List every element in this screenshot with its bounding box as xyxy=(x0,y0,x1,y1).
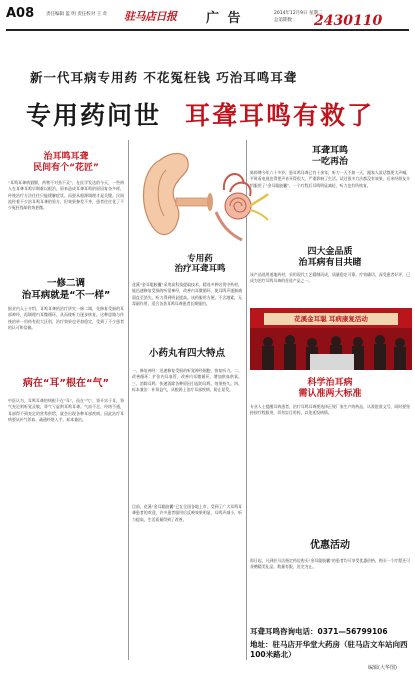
right-body-3: 专业人士提醒耳病患者，治疗耳鸣耳聋要选择正规厂家生产的药品，认准批准文号，同时要坚持按疗程服用，切勿盲目用药，以免延误病情。 xyxy=(250,404,410,416)
ear-anatomy-illustration xyxy=(130,140,270,268)
crowd-photo-icon xyxy=(250,308,412,370)
event-photo xyxy=(250,308,412,370)
left-subhead-2: 一修二调 治耳病就是“不一样” xyxy=(21,278,111,301)
page-header xyxy=(6,6,409,28)
right-body-1: 陈师傅今年六十多岁，患耳鸣耳聋已有十余年，听力一天不如一天，跟家人说话都要大声喊，平时看电视也得把声音开得很大，严重影响了生活。试过很多方法都没有效果，后来经朋友介绍服用了“金耳聪胶囊”，一个疗程后耳鸣明显减轻，听力也有所恢复。 xyxy=(250,170,410,188)
center-body-3: 目前，花溪“金耳聪胶囊”已在全国各地上市，受到了广大耳鸣耳聋患者的欢迎，许多患者服用后反映效果明显，耳鸣声减小，听力提高，生活质量得到了改善。 xyxy=(132,504,242,522)
column-divider xyxy=(128,140,129,660)
headline-part-1: 专用药问世 xyxy=(26,101,162,130)
kicker-line: 新一代耳病专用药 不花冤枉钱 巧治耳鸣耳聋 xyxy=(30,70,298,85)
center-subhead-1: 小药丸有四大特点 xyxy=(148,348,225,359)
headline-part-2: 耳聋耳鸣有救了 xyxy=(185,101,375,130)
ear-caption: 专用药 治疗耳聋耳鸣 xyxy=(174,254,226,274)
right-subhead-4: 优惠活动 xyxy=(310,540,350,551)
left-body-3: 中医认为，耳鸣耳聋的病根不在“耳”，而在“气”，肾开窍于耳，肾气充足则听觉灵敏，肾气亏虚则耳鸣耳聋。气血不足、经络不通，耳部得不到充足的营养供给，就会出现各种耳部疾病。因此治疗耳病要从补气养血、疏通经络入手，标本兼治。 xyxy=(8,398,124,422)
right-subhead-1: 耳聋耳鸣 一吃再治 xyxy=(311,146,348,168)
left-body-2: 据业内人士介绍，耳鸣耳聋的治疗讲究一修二调，先修复受损的耳部神经，再调理内耳微循环，从而使听力逐步恢复。这种思路与传统的单一用药有很大区别，治疗效果也更加稳定，受到了不少患者的认可和信赖。 xyxy=(8,306,124,330)
editor-note: 编辑(大华图) xyxy=(368,665,397,671)
right-subhead-3: 科学治耳病 需认准两大标准 xyxy=(298,378,362,400)
section-title: 广 告 xyxy=(206,11,243,26)
center-body-1: 花溪“金耳聪胶囊”采用高科技提取技术，精选多种名贵中药材，能迅速修复受损的听觉神经，改善内耳微循环，使耳鸣声逐渐减弱直至消失，听力得到明显提高。该药服用方便，不含激素，无毒副作用，适合各类耳鸣耳聋患者长期服用。 xyxy=(132,282,242,306)
header-rule xyxy=(6,29,409,31)
editor-credits: 责任编辑 蓝 明 责任校对 王 奇 xyxy=(46,12,108,17)
left-subhead-1: 治耳鸣耳聋 民间有个“花匠” xyxy=(33,152,99,174)
ear-diagram-icon xyxy=(130,140,270,252)
pharmacy-address: 地址：驻马店开华堂大药房（驻马店文车站向西100米路北） xyxy=(250,640,408,659)
dateline: 2014年12月9日 星期二 xyxy=(274,11,323,16)
right-body-4: 即日起，凡到驻马店指定药店购买“金耳聪胶囊”的患者均可享受优惠价格，购买一个疗程还可获赠精美礼品，数量有限，送完为止。 xyxy=(250,558,410,570)
left-subhead-3: 病在“耳”根在“气” xyxy=(22,378,110,389)
left-body-1: “耳鸣耳聋病猖獗，药物不对劲不灵”，在医学发达的今天，一些病人在耳聋耳鸣早期难以根治，原来造成耳聋耳鸣的原因复杂多样，传统治疗方法往往只能缓解症状，而要从根源调理才是关键。民间流传着不少治耳鸣耳聋的验方，但效果参差不齐，患者往往花了不少冤枉钱却收效甚微。 xyxy=(8,180,124,211)
issue-label: 总第期数： xyxy=(274,18,297,23)
event-banner: 花溪金耳聪 耳病康复活动 xyxy=(264,313,398,325)
right-subhead-2: 四大金品质 治耳病有目共睹 xyxy=(298,247,362,269)
page-number: A08 xyxy=(6,6,35,21)
center-body-2: 一、修复神经：迅速修复受损的听觉神经细胞，恢复听力。二、改善循环：扩张内耳血管，改善内耳微循环，增加供血供氧。三、消除耳鸣：快速消除各种原因引起的耳鸣，效果持久。四、标本兼治：补肾益气，从根源上治疗耳部疾病，防止复发。 xyxy=(132,368,242,392)
newspaper-logo: 驻马店日报 xyxy=(124,10,177,23)
issue-number: 2430110 xyxy=(314,13,383,29)
consult-phone: 耳聋耳鸣咨询电话：0371—56799106 xyxy=(250,627,388,636)
main-headline xyxy=(26,96,374,132)
right-body-2: 该产品选用道地药材，采用现代工艺精制而成，质量稳定可靠，疗效确切，深受患者好评，已成为治疗耳鸣耳聋的首选产品之一。 xyxy=(250,272,410,284)
